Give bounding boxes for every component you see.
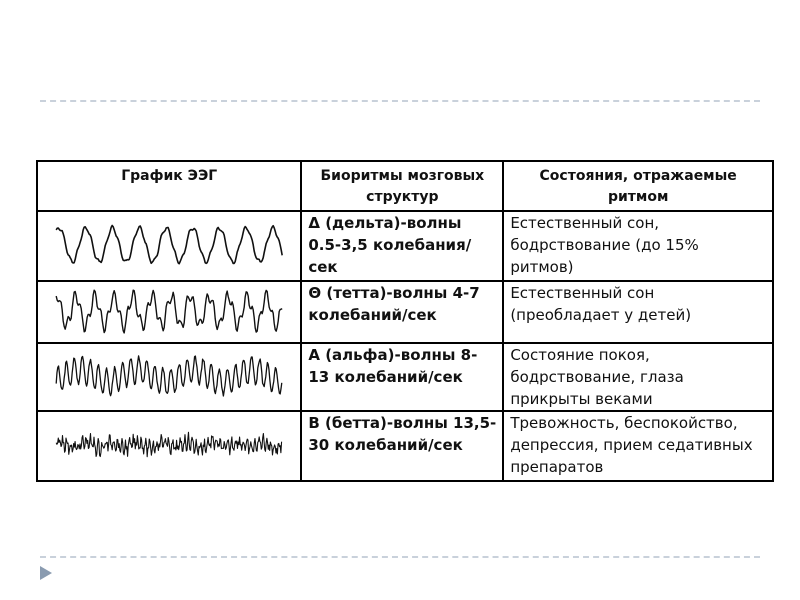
wave-beta-path xyxy=(56,432,281,456)
table-row-alpha xyxy=(37,343,773,411)
alpha-wave-trace xyxy=(44,344,294,408)
theta-rhythm-label xyxy=(301,281,503,343)
alpha-state-text: Состояние покоя, бодрствование, глаза прикрыты веками xyxy=(503,343,773,411)
wave-theta-path xyxy=(56,290,282,333)
wave-alpha-path xyxy=(56,356,282,396)
delta-wave-trace xyxy=(44,212,294,278)
delta-state-text: Естественный сон, бодрствование (до 15% ритмов) xyxy=(503,211,773,281)
bottom-dashed-divider xyxy=(40,556,760,558)
delta-wave-graph xyxy=(37,211,301,281)
theta-state-text: Естественный сон (преобладает у детей) xyxy=(503,281,773,343)
top-dashed-divider xyxy=(40,100,760,102)
alpha-rhythm-label: А (альфа)-волны 8-13 колебаний/сек xyxy=(301,343,503,411)
table-row-beta xyxy=(37,411,773,481)
theta-wave-graph xyxy=(37,281,301,343)
wave-delta-path xyxy=(56,226,282,264)
table-row-theta xyxy=(37,281,773,343)
theta-wave-trace xyxy=(44,282,294,340)
beta-wave-trace xyxy=(44,412,294,478)
table-header-row xyxy=(37,161,773,211)
alpha-wave-graph xyxy=(37,343,301,411)
header-eeg-graph: График ЭЭГ xyxy=(37,161,301,211)
beta-state-text: Тревожность, беспокойство, депрессия, прием седативных препаратов xyxy=(503,411,773,481)
beta-rhythm-label: В (бетта)-волны 13,5-30 колебаний/сек xyxy=(301,411,503,481)
header-biorhythms: Биоритмы мозговых структур xyxy=(301,161,503,211)
theta-rhythm-text: -волны 4-7 колебаний/сек xyxy=(308,284,480,324)
beta-wave-graph xyxy=(37,411,301,481)
delta-rhythm-label: Δ (дельта)-волны 0.5-3,5 колебания/сек xyxy=(301,211,503,281)
header-states: Состояния, отражаемые ритмом xyxy=(503,161,773,211)
slide-arrow-icon xyxy=(40,566,52,580)
table-row-delta xyxy=(37,211,773,281)
eeg-rhythms-table xyxy=(36,160,774,482)
theta-symbol: Θ (тетта) xyxy=(308,284,387,302)
